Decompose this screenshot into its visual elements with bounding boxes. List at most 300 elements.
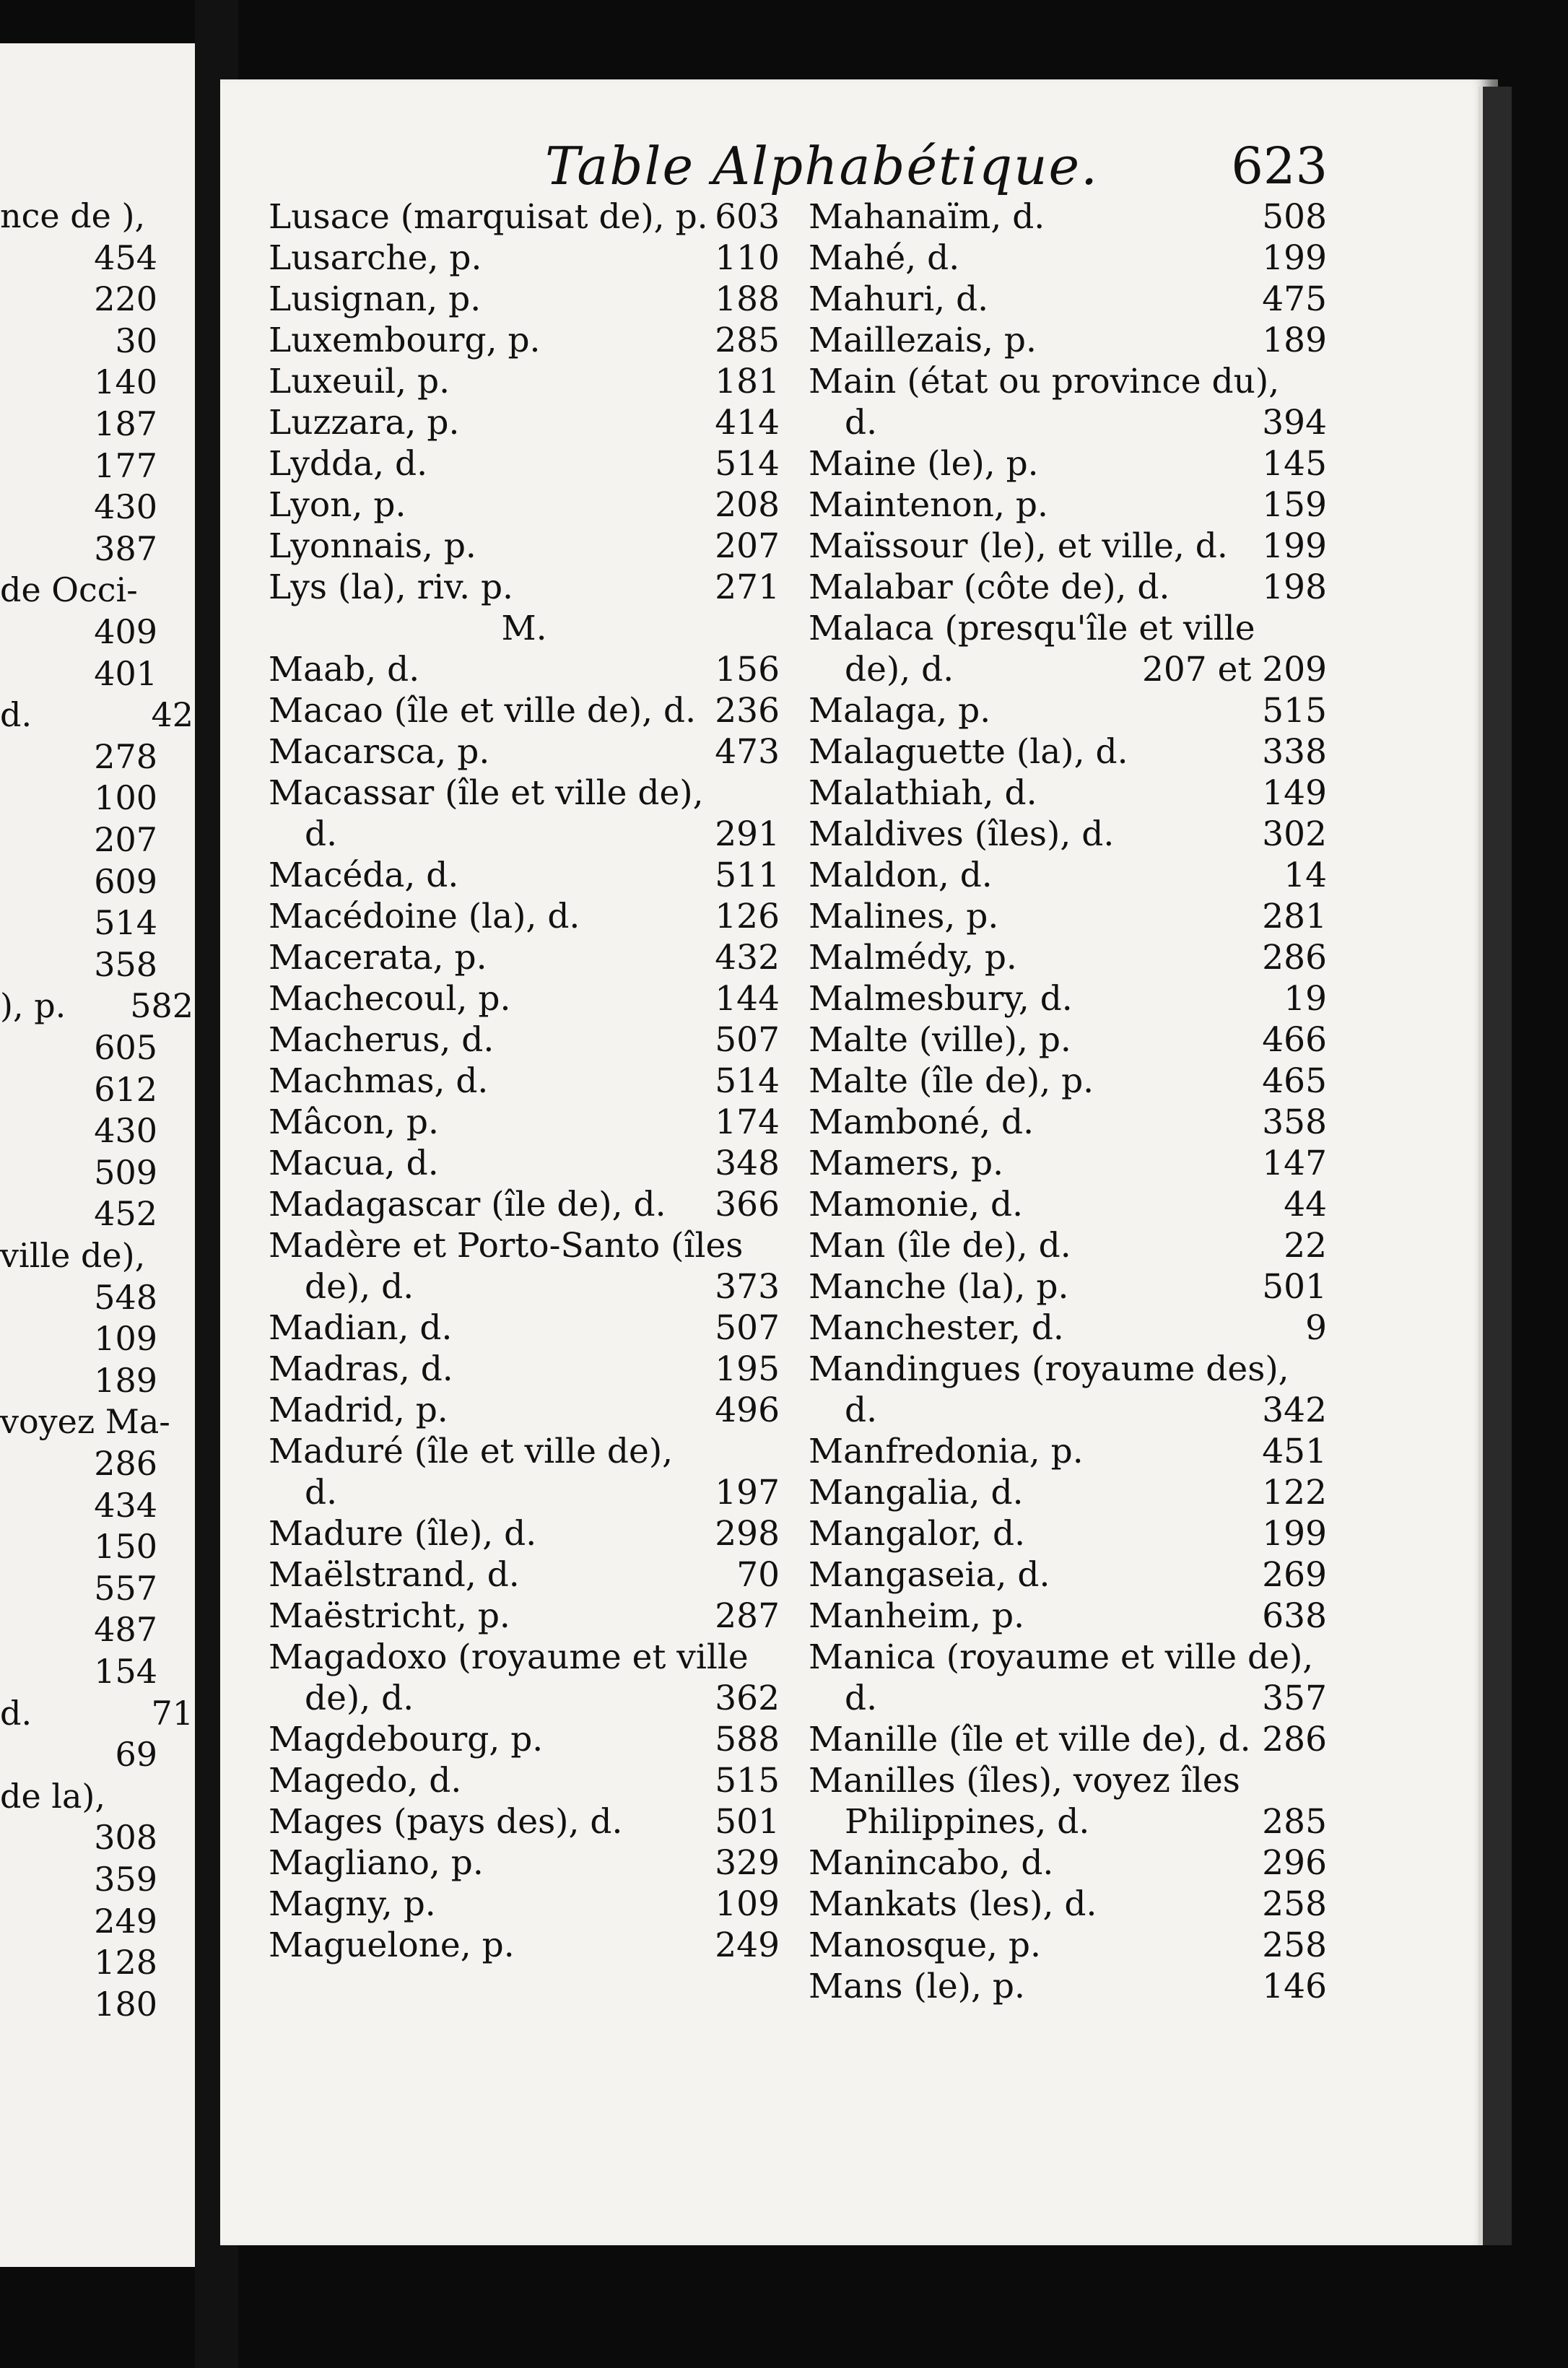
entry-name: Maguelone, p. [269,1925,515,1965]
entry-page-number: 302 [1262,814,1327,854]
entry-page-number: 286 [1262,938,1327,978]
previous-page-number: 189 [94,1360,157,1400]
entry-name: Philippines, d. [845,1802,1090,1842]
previous-page-line [0,861,157,902]
entry-name: Manica (royaume et ville de), [809,1637,1314,1677]
previous-page-line [0,1110,157,1152]
previous-page-fragment [0,43,195,2267]
entry-page-number: 298 [715,1514,780,1554]
entry-name: Malines, p. [809,897,999,936]
entry-name: Madagascar (île de), d. [269,1185,666,1224]
previous-page-line [0,1567,157,1609]
index-entry [809,1472,1327,1513]
entry-page-number: 603 [715,197,780,237]
entry-name: Malabar (côte de), d. [809,567,1170,607]
entry-name: Maëlstrand, d. [269,1555,520,1595]
entry-name: Machmas, d. [269,1061,489,1101]
previous-page-number: 71 [151,1693,193,1733]
entry-name: Maduré (île et ville de), [269,1432,674,1471]
entry-name: Macédoine (la), d. [269,897,580,936]
previous-page-line [0,278,157,320]
entry-page-number: 199 [1262,526,1327,566]
index-entry [269,1143,780,1184]
entry-name: Mages (pays des), d. [269,1802,623,1842]
entry-name: de), d. [305,1679,414,1718]
index-entry [269,402,780,443]
previous-page-number: 605 [94,1028,157,1067]
previous-page-number: 557 [94,1568,157,1608]
previous-page-line [0,195,188,237]
entry-name: Manche (la), p. [809,1267,1069,1307]
entry-page-number: 189 [1262,321,1327,360]
entry-page-number: 44 [1284,1185,1327,1224]
entry-name: d. [845,1679,878,1718]
entry-name: d. [305,814,338,854]
previous-page-text: d. [0,695,32,735]
entry-name: Lyon, p. [269,485,406,525]
previous-page-number: 278 [94,736,157,776]
entry-name: Mamboné, d. [809,1102,1035,1142]
previous-page-number: 249 [94,1901,157,1941]
entry-name: Magdebourg, p. [269,1720,544,1759]
entry-name: Maldon, d. [809,856,993,895]
entry-page-number: 22 [1284,1226,1327,1266]
previous-page-line [0,1775,188,1817]
entry-name: Mahanaïm, d. [809,197,1045,237]
entry-page-number: 145 [1262,444,1327,484]
entry-page-number: 271 [715,567,780,607]
index-entry [269,1884,780,1925]
index-entry [269,484,780,526]
entry-page-number: 122 [1262,1473,1327,1512]
index-entry [809,279,1327,320]
previous-page-number: 109 [94,1319,157,1359]
previous-page-line [0,1484,157,1526]
entry-name: Maine (le), p. [809,444,1039,484]
entry-page-number: 496 [715,1390,780,1430]
index-column-right [809,196,1327,2037]
index-entry [269,1266,780,1307]
entry-name: Maintenon, p. [809,485,1048,525]
entry-page-number: 432 [715,938,780,978]
entry-page-number: 126 [715,897,780,936]
entry-page-number: 473 [715,732,780,772]
previous-page-number: 187 [94,404,157,443]
previous-page-line [0,1401,188,1442]
index-entry [809,1966,1327,2007]
entry-page-number: 348 [715,1144,780,1183]
entry-page-number: 638 [1262,1596,1327,1636]
previous-page-line [0,1941,157,1983]
index-entry [269,814,780,855]
index-entry [809,1596,1327,1637]
entry-name: Macerata, p. [269,938,487,978]
entry-page-number: 362 [715,1679,780,1718]
entry-name: Madian, d. [269,1308,453,1348]
index-entry [809,238,1327,279]
index-entry [809,1061,1327,1102]
previous-page-line [0,1235,188,1276]
previous-page-number: 509 [94,1152,157,1192]
index-entry [809,1637,1327,1678]
entry-page-number: 207 et 209 [1142,650,1327,689]
entry-name: Manheim, p. [809,1596,1025,1636]
entry-name: Magny, p. [269,1884,436,1924]
entry-page-number: 285 [715,321,780,360]
page-number: 623 [1231,136,1328,196]
entry-page-number: 269 [1262,1555,1327,1595]
previous-page-number: 387 [94,528,157,568]
previous-page-line [0,1152,157,1193]
index-entry [269,896,780,937]
entry-page-number: 511 [715,856,780,895]
entry-page-number: 357 [1262,1679,1327,1718]
entry-name: Magliano, p. [269,1843,484,1883]
index-entry [809,443,1327,484]
entry-name: d. [845,403,878,443]
entry-page-number: 338 [1262,732,1327,772]
previous-page-line [0,528,157,570]
previous-page-text: ), p. [0,986,66,1026]
index-entry [269,320,780,361]
entry-name: Lusarche, p. [269,238,482,278]
index-entry [809,320,1327,361]
entry-name: Mahuri, d. [809,279,989,319]
entry-page-number: 414 [715,403,780,443]
index-entry [809,896,1327,937]
index-entry [269,1513,780,1554]
entry-name: Machecoul, p. [269,979,511,1019]
index-entry [269,443,780,484]
index-entry [269,1431,780,1472]
entry-page-number: 109 [715,1884,780,1924]
index-entry [809,855,1327,896]
entry-name: Malmesbury, d. [809,979,1073,1019]
index-entry [809,402,1327,443]
entry-name: Mâcon, p. [269,1102,439,1142]
entry-page-number: 507 [715,1020,780,1060]
page-title: Table Alphabétique. [545,136,1099,196]
entry-page-number: 514 [715,1061,780,1101]
previous-page-line [0,902,157,944]
entry-name: Manosque, p. [809,1925,1041,1965]
index-entry [269,1225,780,1266]
entry-page-number: 149 [1262,773,1327,813]
entry-name: Lyonnais, p. [269,526,476,566]
entry-page-number: 373 [715,1267,780,1307]
previous-page-line [0,611,157,653]
entry-name: Luzzara, p. [269,403,460,443]
index-entry [809,1801,1327,1842]
entry-page-number: 198 [1262,567,1327,607]
entry-page-number: 296 [1262,1843,1327,1883]
entry-page-number: 207 [715,526,780,566]
entry-name: Mahé, d. [809,238,960,278]
entry-page-number: 329 [715,1843,780,1883]
section-letter: M. [501,609,547,648]
entry-page-number: 342 [1262,1390,1327,1430]
index-entry [809,649,1327,690]
entry-page-number: 285 [1262,1802,1327,1842]
index-entry [809,1884,1327,1925]
entry-page-number: 507 [715,1308,780,1348]
entry-page-number: 14 [1284,856,1327,895]
entry-name: Macherus, d. [269,1020,495,1060]
previous-page-text: ville de), [0,1236,146,1275]
entry-page-number: 258 [1262,1884,1327,1924]
index-entry [809,1842,1327,1884]
entry-name: Mankats (les), d. [809,1884,1097,1924]
previous-page-line [0,1692,193,1734]
previous-page-number: 452 [94,1194,157,1234]
previous-page-number: 401 [94,653,157,693]
entry-page-number: 358 [1262,1102,1327,1142]
previous-page-line [0,237,157,279]
entry-page-number: 156 [715,650,780,689]
entry-name: Lusace (marquisat de), p. [269,197,708,237]
entry-page-number: 249 [715,1925,780,1965]
entry-name: Madras, d. [269,1349,453,1389]
index-entry [269,1678,780,1719]
index-entry [269,1554,780,1596]
index-entry [269,279,780,320]
entry-name: Macua, d. [269,1144,439,1183]
entry-page-number: 199 [1262,238,1327,278]
index-entry [809,1019,1327,1061]
index-entry [269,567,780,608]
previous-page-line [0,1525,157,1567]
previous-page-line [0,486,157,528]
previous-page-number: 180 [94,1984,157,2024]
index-entry [809,1431,1327,1472]
previous-page-line [0,1650,157,1692]
index-entry [269,690,780,731]
entry-page-number: 146 [1262,1967,1327,2006]
entry-name: d. [305,1473,338,1512]
index-entry [269,1390,780,1431]
entry-name: Madure (île), d. [269,1514,537,1554]
previous-page-line [0,736,157,778]
index-entry [809,1678,1327,1719]
index-entry [269,855,780,896]
previous-page-text: nce de ), [0,196,146,235]
entry-name: Lusignan, p. [269,279,482,319]
index-entry [269,361,780,402]
index-entry [269,1472,780,1513]
entry-page-number: 466 [1262,1020,1327,1060]
index-entry [269,772,780,814]
entry-name: Macao (île et ville de), d. [269,691,697,731]
previous-page-line [0,361,157,403]
previous-page-line [0,1816,157,1858]
index-entry [269,937,780,978]
previous-page-text: voyez Ma- [0,1402,170,1442]
entry-page-number: 110 [715,238,780,278]
previous-page-text: de la), [0,1776,105,1816]
index-entry [809,1184,1327,1225]
entry-name: d. [845,1390,878,1430]
entry-page-number: 9 [1305,1308,1327,1348]
previous-page-line [0,1068,157,1110]
entry-name: Lys (la), riv. p. [269,567,513,607]
index-entry [809,731,1327,772]
entry-page-number: 181 [715,362,780,401]
previous-page-line [0,777,157,819]
previous-page-number: 434 [94,1485,157,1525]
index-entry [269,1019,780,1061]
index-entry [809,484,1327,526]
entry-name: Mandingues (royaume des), [809,1349,1289,1389]
entry-name: Maëstricht, p. [269,1596,510,1636]
entry-page-number: 19 [1284,979,1327,1019]
previous-page-number: 30 [115,321,157,360]
entry-page-number: 147 [1262,1144,1327,1183]
entry-name: Man (île de), d. [809,1226,1071,1266]
entry-name: Malmédy, p. [809,938,1017,978]
previous-page-number: 487 [94,1610,157,1650]
previous-page-number: 359 [94,1860,157,1899]
index-entry [269,238,780,279]
previous-page-line [0,569,188,611]
index-entry [809,526,1327,567]
entry-page-number: 144 [715,979,780,1019]
entry-page-number: 188 [715,279,780,319]
previous-page-number: 430 [94,487,157,527]
index-entry [809,1349,1327,1390]
entry-name: Mangalor, d. [809,1514,1026,1554]
entry-name: Maldives (îles), d. [809,814,1115,854]
index-entry [809,608,1327,649]
entry-page-number: 515 [1262,691,1327,731]
previous-page-number: 514 [94,903,157,943]
previous-page-number: 177 [94,445,157,485]
previous-page-number: 286 [94,1444,157,1483]
entry-name: Manchester, d. [809,1308,1064,1348]
entry-name: Malte (ville), p. [809,1020,1071,1060]
entry-page-number: 366 [715,1185,780,1224]
index-entry [269,1801,780,1842]
entry-name: Mangalia, d. [809,1473,1024,1512]
page-edge [1478,87,1512,2245]
previous-page-number: 220 [94,279,157,319]
index-entry [809,772,1327,814]
previous-page-number: 612 [94,1069,157,1109]
entry-page-number: 287 [715,1596,780,1636]
entry-page-number: 197 [715,1473,780,1512]
index-entry [269,196,780,238]
index-entry [269,1925,780,1966]
entry-page-number: 588 [715,1720,780,1759]
previous-page-line [0,819,157,861]
entry-name: Magadoxo (royaume et ville [269,1637,749,1677]
entry-page-number: 281 [1262,897,1327,936]
previous-page-number: 454 [94,238,157,277]
index-entry [809,814,1327,855]
entry-page-number: 286 [1262,1720,1327,1759]
index-column-left [269,196,780,2037]
previous-page-line [0,1858,157,1900]
previous-page-line [0,445,157,487]
previous-page-text: de Occi- [0,570,138,610]
entry-name: Mamonie, d. [809,1185,1024,1224]
entry-name: Luxembourg, p. [269,321,541,360]
entry-name: de), d. [845,650,954,689]
index-entry [269,1184,780,1225]
entry-name: Maïssour (le), et ville, d. [809,526,1228,566]
entry-name: Malte (île de), p. [809,1061,1094,1101]
index-entry [809,1719,1327,1760]
previous-page-line [0,1193,157,1235]
index-entry [809,196,1327,238]
entry-page-number: 514 [715,444,780,484]
entry-name: Madère et Porto-Santo (îles [269,1226,744,1266]
entry-name: Malaca (presqu'île et ville [809,609,1255,648]
previous-page-line [0,944,157,985]
previous-page-line [0,320,157,362]
entry-page-number: 515 [715,1761,780,1801]
previous-page-number: 409 [94,612,157,651]
entry-name: Magedo, d. [269,1761,462,1801]
entry-page-number: 394 [1262,403,1327,443]
entry-name: Mamers, p. [809,1144,1004,1183]
index-entry [809,1390,1327,1431]
previous-page-number: 150 [94,1527,157,1567]
entry-name: Macassar (île et ville de), [269,773,704,813]
previous-page-line [0,1983,157,2025]
index-entry [269,978,780,1019]
index-entry [269,608,780,649]
index-entry [809,690,1327,731]
index-entry [269,1596,780,1637]
entry-page-number: 236 [715,691,780,731]
index-entry [809,1554,1327,1596]
index-entry [809,1266,1327,1307]
index-entry [269,649,780,690]
entry-page-number: 258 [1262,1925,1327,1965]
entry-name: Manille (île et ville de), d. [809,1720,1251,1759]
entry-page-number: 70 [736,1555,780,1595]
previous-page-line [0,1442,157,1484]
previous-page-number: 128 [94,1943,157,1982]
page-header [328,134,1328,199]
previous-page-number: 69 [115,1735,157,1775]
previous-page-text: d. [0,1693,32,1733]
previous-page-line [0,1359,157,1401]
entry-page-number: 174 [715,1102,780,1142]
previous-page-line [0,653,157,695]
index-entry [269,1760,780,1801]
index-entry [269,1842,780,1884]
entry-name: Maab, d. [269,650,420,689]
previous-page-line [0,1276,157,1318]
previous-page-number: 207 [94,820,157,859]
index-entry [269,1637,780,1678]
index-entry [809,1513,1327,1554]
entry-page-number: 475 [1262,279,1327,319]
previous-page-number: 548 [94,1277,157,1317]
index-entry [809,567,1327,608]
entry-page-number: 501 [715,1802,780,1842]
entry-page-number: 501 [1262,1267,1327,1307]
entry-page-number: 508 [1262,197,1327,237]
entry-name: Mans (le), p. [809,1967,1025,2006]
entry-page-number: 451 [1262,1432,1327,1471]
previous-page-line [0,694,193,736]
previous-page-line [0,1900,157,1942]
index-entry [809,1760,1327,1801]
previous-page-number: 308 [94,1818,157,1858]
previous-page-number: 582 [130,986,193,1026]
